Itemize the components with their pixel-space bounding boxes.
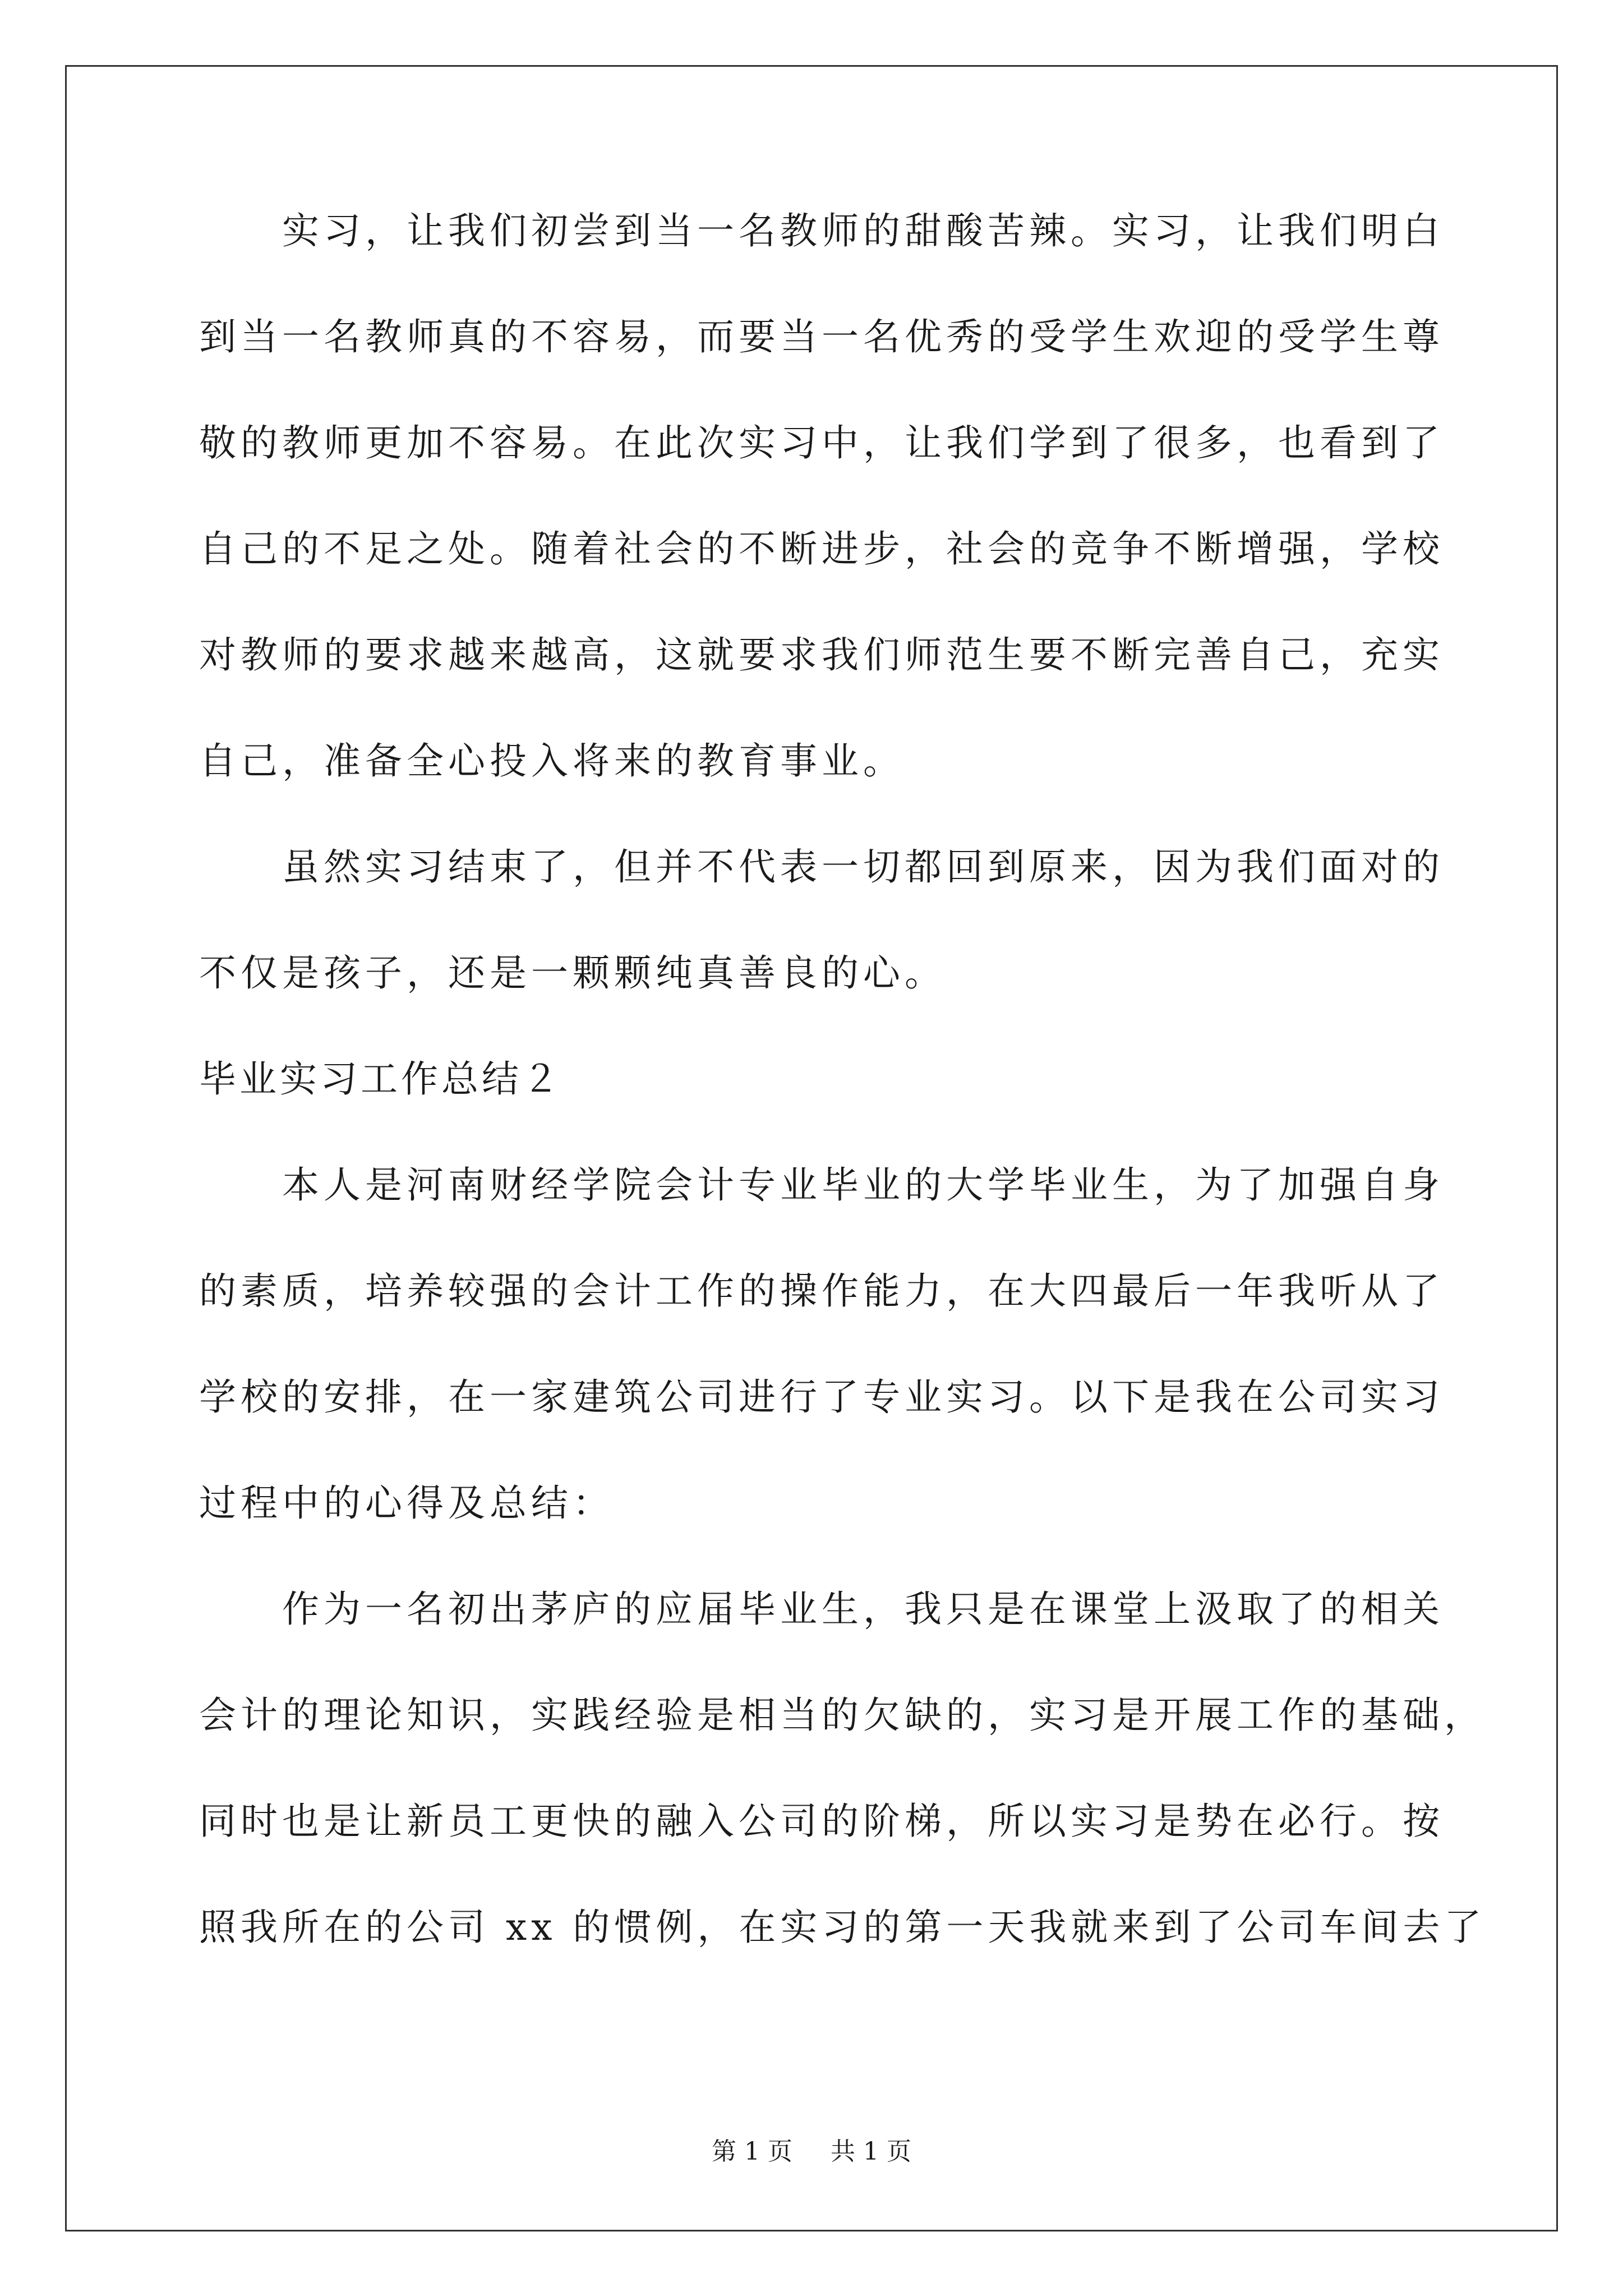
text-line: 对教师的要求越来越高，这就要求我们师范生要不断完善自己，充实	[199, 633, 1444, 677]
text-line: 过程中的心得及总结：	[199, 1481, 614, 1525]
text-line: 本人是河南财经学院会计专业毕业的大学毕业生，为了加强自身	[199, 1163, 1444, 1207]
text-line: 自己的不足之处。随着社会的不断进步，社会的竞争不断增强，学校	[199, 527, 1444, 570]
text-line: 学校的安排，在一家建筑公司进行了专业实习。以下是我在公司实习	[199, 1375, 1444, 1419]
page-footer	[0, 2136, 1623, 2168]
text-line: 作为一名初出茅庐的应届毕业生，我只是在课堂上汲取了的相关	[199, 1588, 1444, 1631]
text-line: 不仅是孩子，还是一颗颗纯真善良的心。	[199, 951, 946, 995]
section-heading: 毕业实习工作总结２	[199, 1057, 562, 1101]
text-line: 虽然实习结束了，但并不代表一切都回到原来，因为我们面对的	[199, 845, 1444, 889]
page-total: 共 1 页	[831, 2137, 911, 2166]
text-line: 到当一名教师真的不容易，而要当一名优秀的受学生欢迎的受学生尊	[199, 315, 1444, 358]
text-line: 的素质，培养较强的会计工作的操作能力，在大四最后一年我听从了	[199, 1269, 1444, 1313]
text-line: 同时也是让新员工更快的融入公司的阶梯，所以实习是势在必行。按	[199, 1800, 1444, 1843]
text-line: 自己，准备全心投入将来的教育事业。	[199, 739, 905, 783]
text-line: 照我所在的公司 xx 的惯例，在实习的第一天我就来到了公司车间去了	[199, 1906, 1486, 1949]
page-number: 第 1 页	[712, 2137, 792, 2166]
text-line: 实习，让我们初尝到当一名教师的甜酸苦辣。实习，让我们明白	[199, 209, 1444, 252]
text-line: 会计的理论知识，实践经验是相当的欠缺的，实习是开展工作的基础，	[199, 1694, 1486, 1737]
text-line: 敬的教师更加不容易。在此次实习中，让我们学到了很多，也看到了	[199, 421, 1444, 464]
